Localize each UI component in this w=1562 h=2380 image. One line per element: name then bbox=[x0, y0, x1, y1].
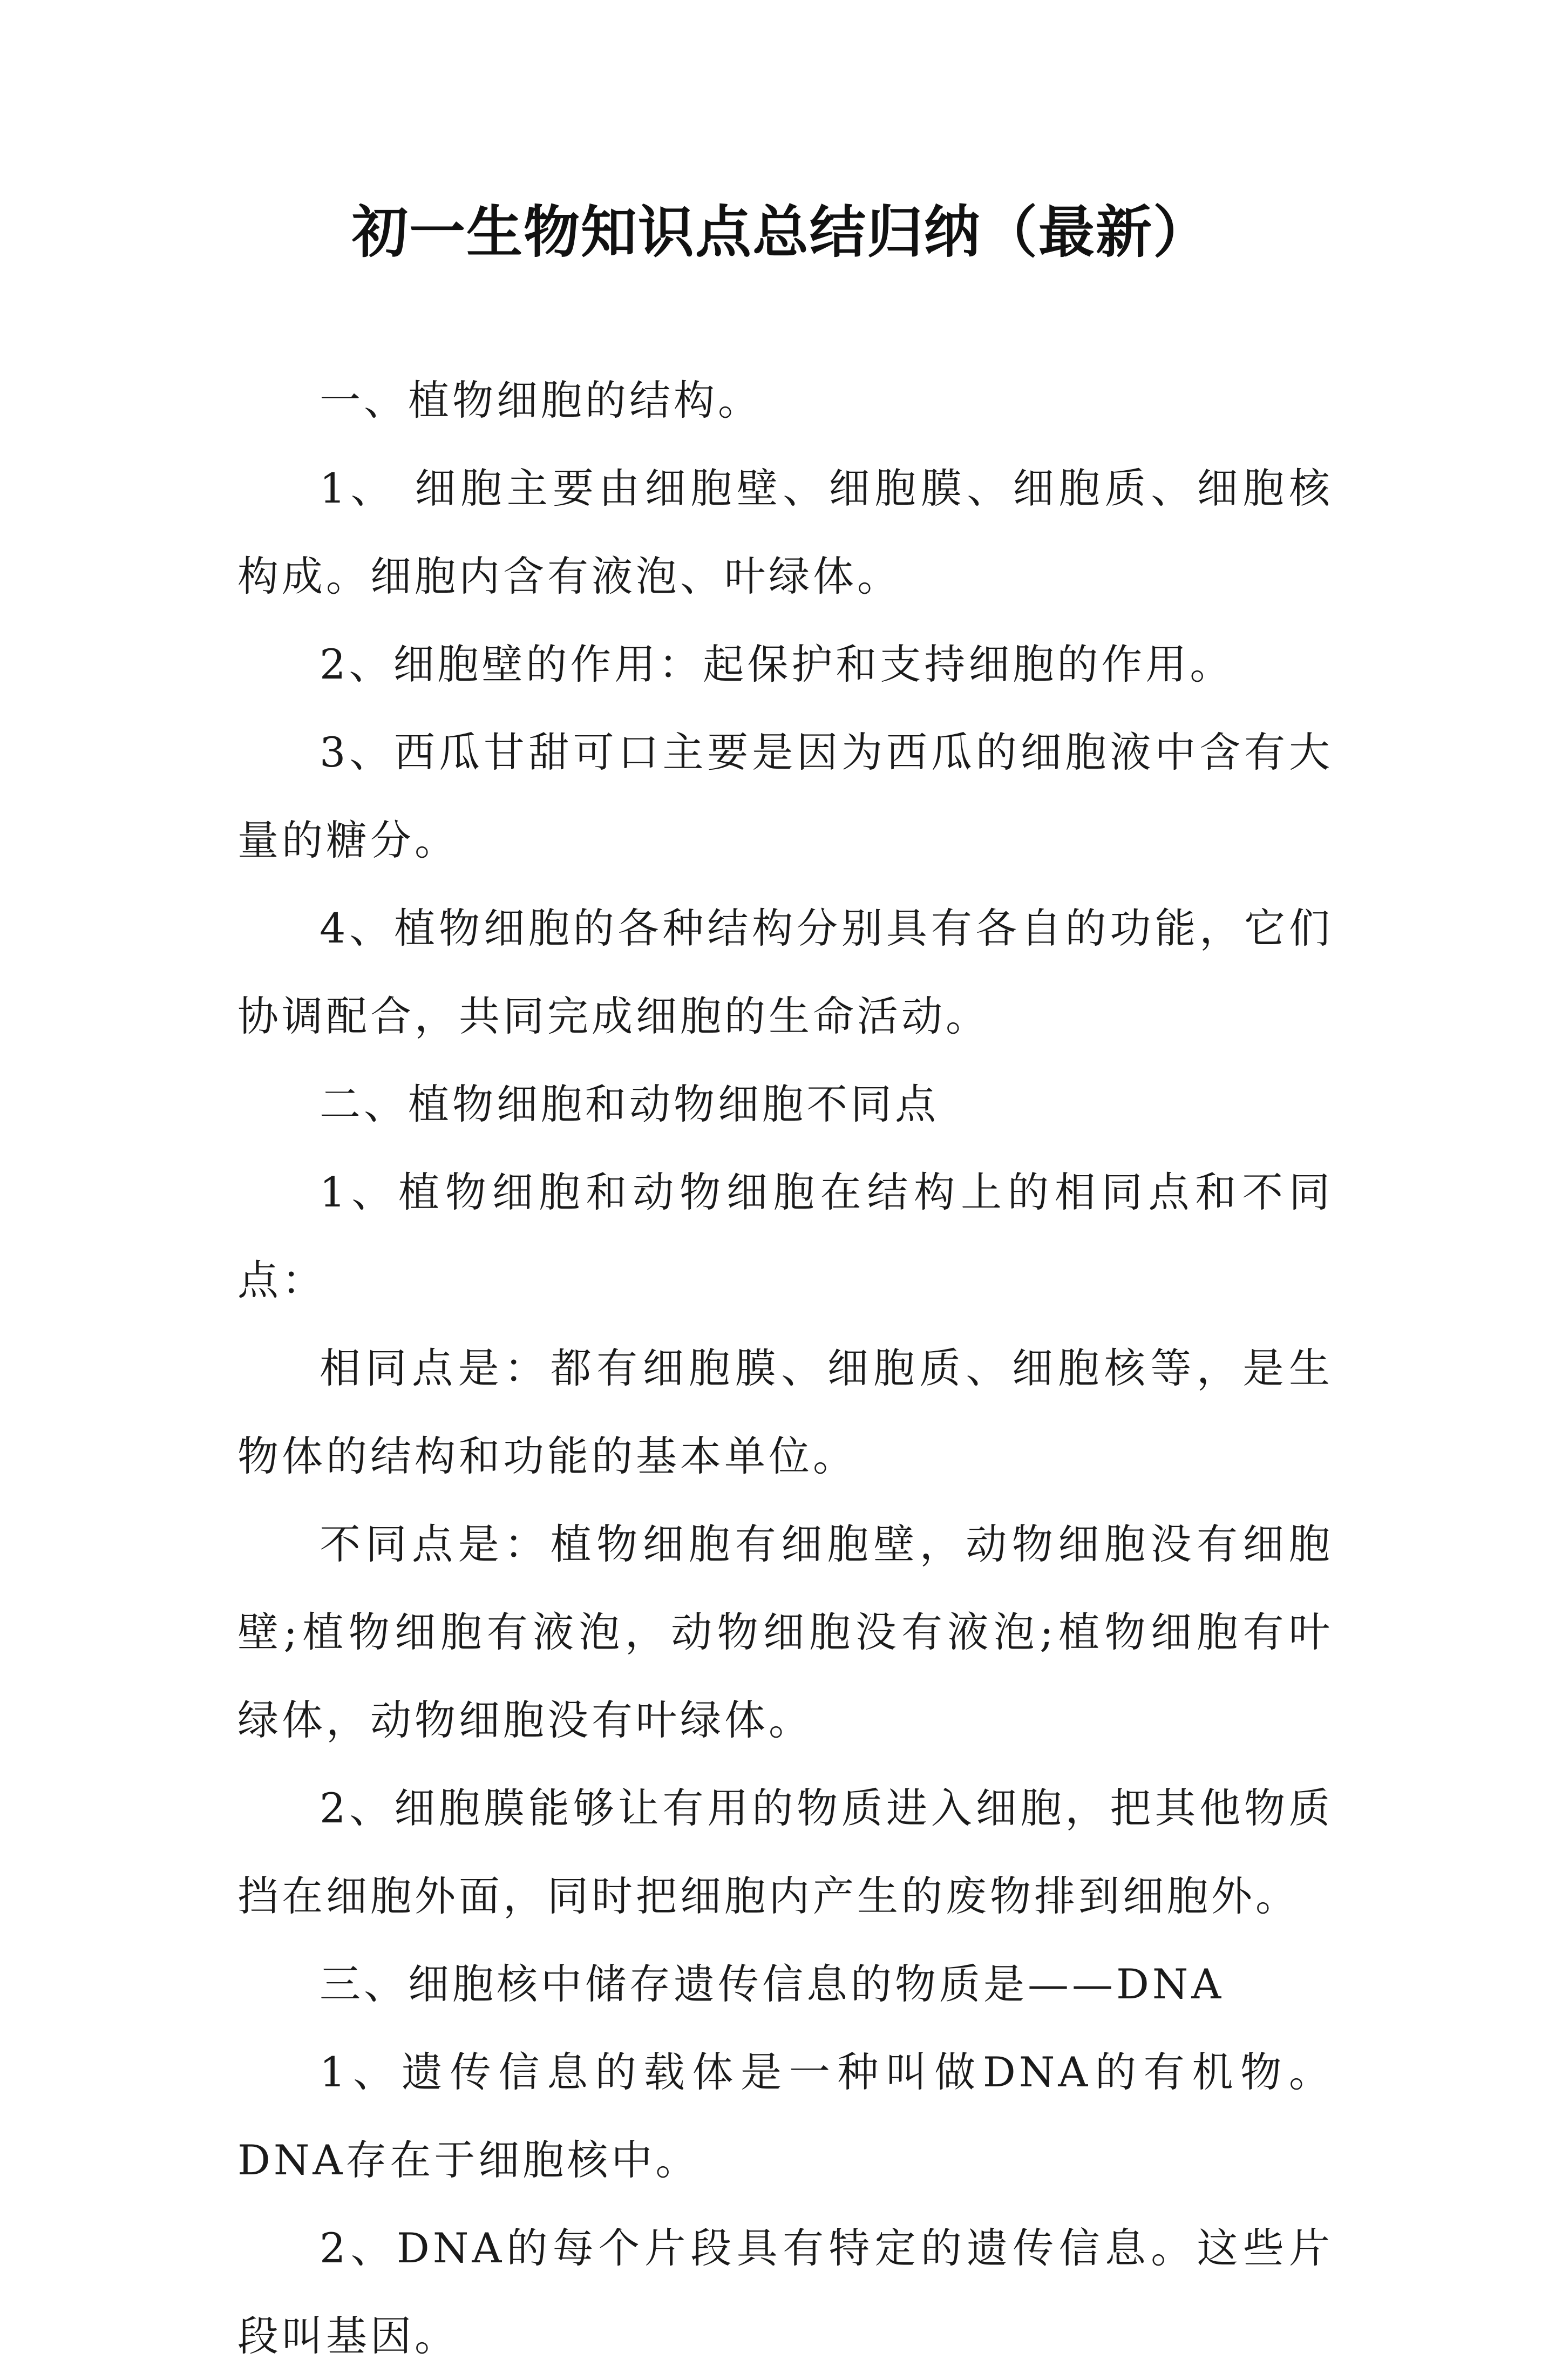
paragraph: 4、植物细胞的各种结构分别具有各自的功能，它们协调配合，共同完成细胞的生命活动。 bbox=[237, 904, 1333, 1040]
paragraph: 2、DNA的每个片段具有特定的遗传信息。这些片段叫基因。 bbox=[237, 2224, 1333, 2360]
section-heading-1: 一、植物细胞的结构。 bbox=[320, 376, 762, 424]
document-title: 初一生物知识点总结归纳（最新） bbox=[351, 199, 1210, 265]
paragraph: 3、西瓜甘甜可口主要是因为西瓜的细胞液中含有大量的糖分。 bbox=[237, 728, 1333, 864]
section-heading-3: 三、细胞核中储存遗传信息的物质是——DNA bbox=[320, 1960, 1225, 2008]
paragraph: 1、遗传信息的载体是一种叫做DNA的有机物。DNA存在于细胞核中。 bbox=[237, 2048, 1333, 2184]
section-heading-2: 二、植物细胞和动物细胞不同点 bbox=[320, 1080, 939, 1128]
paragraph: 1、植物细胞和动物细胞在结构上的相同点和不同点： bbox=[237, 1168, 1333, 1304]
document-body bbox=[237, 356, 1333, 2380]
paragraph: 不同点是：植物细胞有细胞壁，动物细胞没有细胞壁;植物细胞有液泡，动物细胞没有液泡;植物细胞有叶绿体，动物细胞没有叶绿体。 bbox=[237, 1520, 1333, 1744]
paragraph: 1、 细胞主要由细胞壁、细胞膜、细胞质、细胞核构成。细胞内含有液泡、叶绿体。 bbox=[237, 464, 1333, 600]
paragraph: 相同点是：都有细胞膜、细胞质、细胞核等，是生物体的结构和功能的基本单位。 bbox=[237, 1344, 1333, 1480]
paragraph: 2、细胞壁的作用：起保护和支持细胞的作用。 bbox=[320, 640, 1234, 688]
paragraph: 2、细胞膜能够让有用的物质进入细胞，把其他物质挡在细胞外面，同时把细胞内产生的废物排到细胞外。 bbox=[237, 1784, 1333, 1920]
